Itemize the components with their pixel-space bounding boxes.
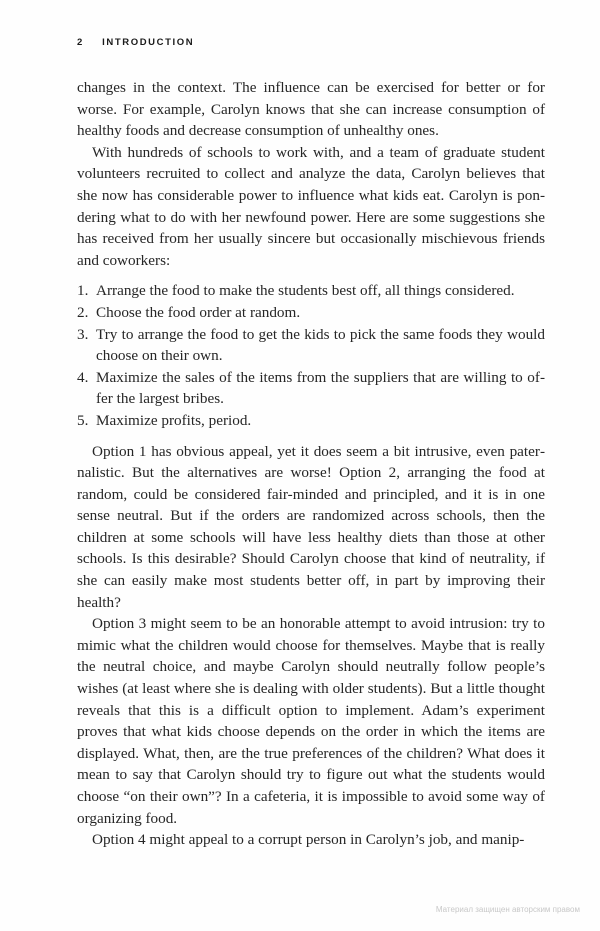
list-item xyxy=(77,367,545,410)
list-item-number: 4. xyxy=(77,368,89,386)
list-item-text: Choose the food order at random. xyxy=(96,303,301,321)
paragraph: Option 1 has obvious appeal, yet it does seem a bit intrusive, even paternalistic. But the alternatives are worse! Option 2, arranging the food at random, could be considered fair-minded and principled, and it is in one sense neutral. But if the orders are randomized across schools, then the children at some schools will have less healthy diets than those at other schools. Is this desirable? Should Carolyn choose that kind of neutrality, if she can easily make most students better off, in part by improving their health? xyxy=(77,442,545,611)
list-item-text: Arrange the food to make the students best off, all things considered. xyxy=(96,282,515,300)
paragraph: Option 3 might seem to be an honorable attempt to avoid intrusion: try to mimic what the children would choose for themselves. Maybe that is really the neutral choice, and maybe Carolyn should neutrally follow people’s wishes (at least where she is dealing with older students). But a little thought reveals that this is a difficult option to implement. Adam’s experiment proves that what kids choose depends on the order in which the items are displayed. What, then, are the true preferences of the children? What does it mean to say that Carolyn should try to figure out what the students would choose “on their own”? In a cafeteria, it is impossible to avoid some way of organizing food. xyxy=(77,615,545,827)
paragraph: With hundreds of schools to work with, and a team of graduate student volunteers recruited to collect and analyze the data, Carolyn believes that she now has considerable power to influence what kids eat. Carolyn is pondering what to do with her newfound power. Here are some suggestions she has received from her usually sincere but occasionally mischievous friends and coworkers: xyxy=(77,143,545,269)
copyright-watermark: Материал защищен авторским правом xyxy=(435,905,580,914)
list-item-number: 5. xyxy=(77,411,89,429)
page-number: 2 xyxy=(77,37,84,48)
list-item xyxy=(77,302,545,324)
running-head xyxy=(77,37,194,48)
paragraph: changes in the context. The influence can be exercised for better or for worse. For example, Carolyn knows that she can increase consumption of healthy foods and decrease consumption of unhealthy ones. xyxy=(77,79,545,140)
list-item-number: 1. xyxy=(77,282,89,300)
list-item xyxy=(77,280,545,302)
list-item xyxy=(77,324,545,367)
list-item-number: 3. xyxy=(77,325,89,343)
list-item-text: Maximize the sales of the items from the suppliers that are willing to offer the largest bribes. xyxy=(96,368,545,408)
paragraph: Option 4 might appeal to a corrupt person in Carolyn’s job, and manip- xyxy=(92,831,525,849)
list-item-number: 2. xyxy=(77,303,89,321)
list-item xyxy=(77,410,545,432)
list-item-text: Maximize profits, period. xyxy=(96,411,252,429)
section-title: INTRODUCTION xyxy=(102,37,195,48)
list-item-text: Try to arrange the food to get the kids to pick the same foods they would choose on their own. xyxy=(96,325,545,365)
suggestions-list xyxy=(77,280,545,431)
body-text xyxy=(77,77,545,851)
